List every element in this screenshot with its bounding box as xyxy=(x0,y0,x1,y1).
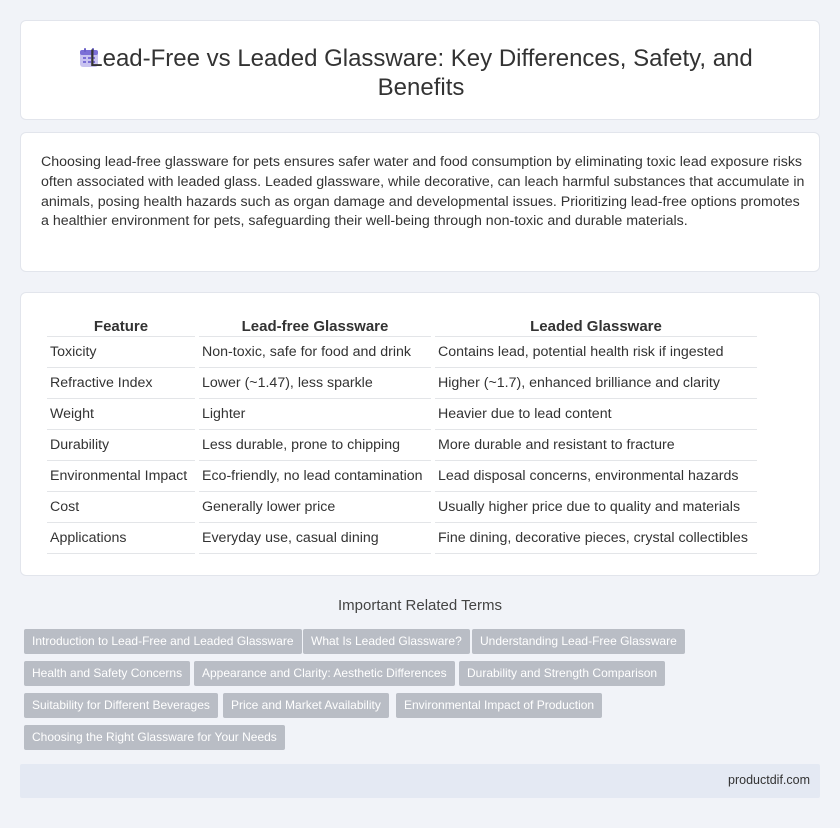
table-row xyxy=(47,368,757,399)
table-row xyxy=(47,461,757,492)
table-cell: Environmental Impact xyxy=(47,461,195,492)
related-term-tag[interactable]: Suitability for Different Beverages xyxy=(24,693,218,718)
table-cell: Eco-friendly, no lead contamination xyxy=(199,461,431,492)
footer xyxy=(20,764,820,798)
table-cell: Lead disposal concerns, environmental hazards xyxy=(435,461,757,492)
column-header: Leaded Glassware xyxy=(435,315,757,337)
table-cell: Less durable, prone to chipping xyxy=(199,430,431,461)
table-cell: Lower (~1.47), less sparkle xyxy=(199,368,431,399)
table-cell: Higher (~1.7), enhanced brilliance and clarity xyxy=(435,368,757,399)
comparison-card xyxy=(20,292,820,576)
table-cell: Toxicity xyxy=(47,337,195,368)
table-cell: Everyday use, casual dining xyxy=(199,523,431,554)
header-card xyxy=(20,20,820,120)
related-term-tag[interactable]: Choosing the Right Glassware for Your Needs xyxy=(24,725,285,750)
column-header: Feature xyxy=(47,315,195,337)
table-cell: Durability xyxy=(47,430,195,461)
related-term-tag[interactable]: Understanding Lead-Free Glassware xyxy=(472,629,685,654)
table-header-row xyxy=(47,315,757,337)
table-cell: Non-toxic, safe for food and drink xyxy=(199,337,431,368)
related-term-tag[interactable]: What Is Leaded Glassware? xyxy=(303,629,470,654)
related-term-tag[interactable]: Appearance and Clarity: Aesthetic Differences xyxy=(194,661,455,686)
related-term-tag[interactable]: Environmental Impact of Production xyxy=(396,693,602,718)
table-row xyxy=(47,337,757,368)
related-term-tag[interactable]: Health and Safety Concerns xyxy=(24,661,190,686)
table-cell: Weight xyxy=(47,399,195,430)
table-cell: Refractive Index xyxy=(47,368,195,399)
comparison-table xyxy=(43,315,761,554)
table-cell: Fine dining, decorative pieces, crystal collectibles xyxy=(435,523,757,554)
footer-site-link[interactable]: productdif.com xyxy=(728,773,810,787)
intro-card xyxy=(20,132,820,272)
table-cell: Cost xyxy=(47,492,195,523)
table-cell: Applications xyxy=(47,523,195,554)
page-title: Lead-Free vs Leaded Glassware: Key Differences, Safety, and Benefits xyxy=(89,45,753,101)
related-term-tag[interactable]: Durability and Strength Comparison xyxy=(459,661,665,686)
column-header: Lead-free Glassware xyxy=(199,315,431,337)
intro-text: Choosing lead-free glassware for pets ensures safer water and food consumption by eliminating toxic lead exposure risks often associated with leaded glass. Leaded glassware, while decorative, can leach harmful substances that accumulate in animals, posing health hazards such as organ damage and developmental issues. Prioritizing lead-free options promotes a healthier environment for pets, safeguarding their well-being through non-toxic and durable materials. xyxy=(41,154,805,230)
related-term-tag[interactable]: Introduction to Lead-Free and Leaded Glassware xyxy=(24,629,302,654)
table-cell: Lighter xyxy=(199,399,431,430)
table-cell: Usually higher price due to quality and materials xyxy=(435,492,757,523)
table-cell: Contains lead, potential health risk if ingested xyxy=(435,337,757,368)
table-cell: More durable and resistant to fracture xyxy=(435,430,757,461)
table-row xyxy=(47,430,757,461)
related-terms-title: Important Related Terms xyxy=(338,597,502,614)
table-cell: Heavier due to lead content xyxy=(435,399,757,430)
table-row xyxy=(47,492,757,523)
table-row xyxy=(47,523,757,554)
table-row xyxy=(47,399,757,430)
related-term-tag[interactable]: Price and Market Availability xyxy=(223,693,389,718)
table-cell: Generally lower price xyxy=(199,492,431,523)
